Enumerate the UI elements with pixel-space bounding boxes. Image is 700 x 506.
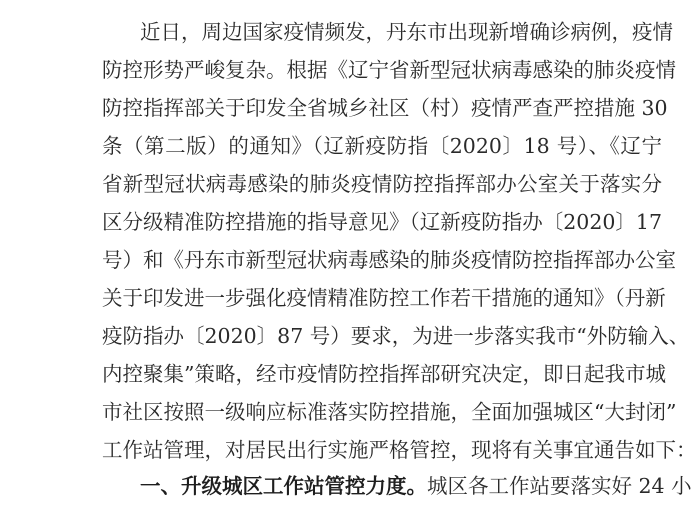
paragraph-line-9: 疫防指办〔2020〕87 号）要求，为进一步落实我市“外防输入、 xyxy=(102,324,690,348)
paragraph-line-7: 号）和《丹东市新型冠状病毒感染的肺炎疫情防控指挥部办公室 xyxy=(102,248,676,272)
section-1-heading: 一、升级城区工作站管控力度。 xyxy=(140,474,427,498)
paragraph-line-6: 区分级精准防控措施的指导意见》（辽新疫防指办〔2020〕17 xyxy=(102,210,663,234)
paragraph-line-1: 近日，周边国家疫情频发，丹东市出现新增确诊病例，疫情 xyxy=(140,20,673,44)
paragraph-line-10: 内控聚集”策略，经市疫情防控指挥部研究决定，即日起我市城 xyxy=(102,362,666,386)
paragraph-line-3: 防控指挥部关于印发全省城乡社区（村）疫情严查严控措施 30 xyxy=(102,96,668,120)
paragraph-line-2: 防控形势严峻复杂。根据《辽宁省新型冠状病毒感染的肺炎疫情 xyxy=(102,58,676,82)
paragraph-line-12: 工作站管理，对居民出行实施严格管控，现将有关事宜通告如下： xyxy=(102,438,697,462)
paragraph-line-4: 条（第二版）的通知》（辽新疫防指〔2020〕18 号）、《辽宁 xyxy=(102,134,662,158)
paragraph-line-5: 省新型冠状病毒感染的肺炎疫情防控指挥部办公室关于落实分 xyxy=(102,172,662,196)
paragraph-line-8: 关于印发进一步强化疫情精准防控工作若干措施的通知》（丹新 xyxy=(102,286,666,310)
section-1-first-line xyxy=(140,466,692,506)
paragraph-line-11: 市社区按照一级响应标准落实防控措施，全面加强城区“大封闭” xyxy=(102,400,677,424)
section-1-text: 城区各工作站要落实好 24 小 xyxy=(427,474,692,498)
